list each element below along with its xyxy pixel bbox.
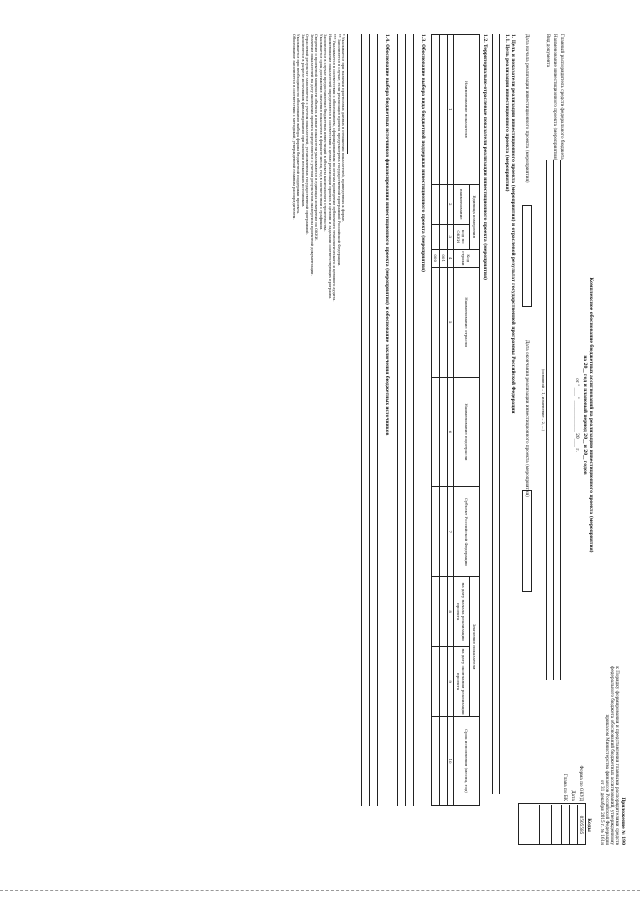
table-cell[interactable] <box>432 487 440 577</box>
table-cell[interactable] <box>432 184 440 224</box>
col-value-start-header: на дату начала реализации проекта <box>454 577 470 647</box>
form-code: 0505585 <box>579 815 584 835</box>
appendix-line: от 31 декабря 2015 г. № 161н <box>600 779 605 845</box>
table-row <box>440 35 448 806</box>
table-cell[interactable] <box>440 267 448 377</box>
section-1-2-title: 1.2. Территориально-отраслевые показатели реализации инвестиционного проекта (мероприятия) <box>483 34 488 281</box>
col-value-end-header: на дату окончания реализации проекта <box>454 647 470 717</box>
sources-field[interactable] <box>361 34 362 806</box>
table-cell[interactable] <box>440 647 448 717</box>
col-indicator-header: Наименование показателя <box>454 35 480 185</box>
footnote-divider <box>347 34 348 154</box>
footnote: ** Заполняется в случае, если реализация проекта предусмотрена государственной программой Российской Федерации. <box>336 34 341 267</box>
sources-field[interactable] <box>377 34 378 806</box>
support-field[interactable] <box>413 34 414 806</box>
table-cell[interactable] <box>432 577 440 647</box>
sources-field[interactable] <box>369 34 370 806</box>
main-manager-field[interactable] <box>560 160 561 680</box>
colnum: 2 <box>448 184 454 224</box>
codes-header: Коды <box>587 818 592 832</box>
colnum: 9 <box>448 647 454 717</box>
form-label: Форма по ОКУД <box>579 765 584 801</box>
appendix-line: приказом Министерства финансов Российской Федерации <box>605 714 610 845</box>
goal-field[interactable] <box>499 34 500 794</box>
appendix-title: Приложение № 190 <box>621 797 626 845</box>
table-cell[interactable] <box>432 647 440 717</box>
section-1-4-title: 1.4. Обоснование выбора бюджетных источников финансирования инвестиционного проекта (мероприятия) и обоснование заключения бюджетных источников <box>385 34 390 436</box>
project-name-label: Наименование инвестиционного проекта (мероприятия) <box>553 34 558 161</box>
footnote: Указывается при необходимости обоснования выбора формы бюджетной поддержки проекта. <box>296 34 301 215</box>
doc-type-label: Вид документа <box>546 34 551 68</box>
table-cell[interactable] <box>432 224 440 249</box>
colnum: 8 <box>448 577 454 647</box>
footnote: Отраслевой результат заполняется с учетом показателей, установленных государственной программой. <box>305 34 310 235</box>
footnotes <box>291 34 345 302</box>
doc-type-field[interactable] <box>546 160 547 680</box>
table-cell[interactable] <box>432 717 440 806</box>
support-field[interactable] <box>405 34 406 806</box>
table-cell[interactable] <box>440 487 448 577</box>
end-date-label: Дата окончания реализации инвестиционного проекта (мероприятия) <box>525 340 530 497</box>
colnum: 5 <box>448 267 454 377</box>
colnum: 7 <box>448 487 454 577</box>
document-date: от " ____ " _______________ 20____ г. <box>575 378 580 452</box>
footnote: Заполняется в разрезе источников финансирования при наличии нескольких источников. <box>300 34 305 208</box>
footnote: Сведения о проектной мощности объекта и иные показатели указываются в единицах измерения по ОКЕИ. <box>314 34 319 241</box>
table-cell[interactable] <box>440 184 448 224</box>
col-deadline-header: Срок исполнения (месяц, год) <box>454 717 480 806</box>
date-label: Дата <box>571 790 576 801</box>
col-rowcode-header: Код строки <box>454 249 480 267</box>
col-unit-code-header: код по ОКЕИ <box>454 224 470 249</box>
footnote: Указывается срок достижения значения показателя в формате месяц, год в соответствии с графиком. <box>318 34 323 231</box>
colnum: 3 <box>448 224 454 249</box>
colnum: 6 <box>448 377 454 487</box>
start-date-label: Дата начала реализации инвестиционного проекта (мероприятия) <box>525 34 530 183</box>
col-subindustry-header: Наименование подотрасли <box>454 377 480 487</box>
col-unit-header: Единица измерения <box>470 184 480 249</box>
table-cell[interactable] <box>440 717 448 806</box>
table-cell[interactable] <box>440 377 448 487</box>
indicators-table <box>431 34 480 806</box>
section-1-title: 1. Цель и показатели реализации инвестиционного проекта (мероприятия) и отраслевой результат государственной программы Российской Федерации <box>511 34 516 414</box>
section-1-3-title: 1.3. Обоснование выбора вида бюджетной поддержки инвестиционного проекта (мероприятия) <box>421 34 426 273</box>
col-industry-header: Наименование отрасли <box>454 267 480 377</box>
colnum: 10 <box>448 717 454 806</box>
document-subtitle: на 20__ год и плановый период 20__ и 20__ годов <box>583 355 588 475</box>
document-title: Комплексное обоснование бюджетных ассигнований на реализацию инвестиционного проекта (мероприятия) <box>589 277 594 553</box>
doc-type-hint: (основной – 1, изменение – 2, ...) <box>541 369 545 431</box>
table-cell[interactable] <box>432 267 440 377</box>
end-date-field[interactable] <box>522 490 532 592</box>
table-cell[interactable] <box>440 35 448 185</box>
footnote: Заполняется в случае предоставления бюджетных инвестиций в объекты капитального строительства. <box>323 34 328 232</box>
footnote: Обоснование заполняется в соответствии с методикой, утвержденной главным распорядителем. <box>291 34 296 220</box>
project-name-field[interactable] <box>553 160 554 680</box>
table-cell[interactable] <box>432 35 440 185</box>
table-cell[interactable] <box>440 224 448 249</box>
colnum: 1 <box>448 35 454 185</box>
colnum: 4 <box>448 249 454 267</box>
col-value-header: Значение показателя <box>470 577 480 717</box>
codes-box <box>518 803 586 845</box>
footnote: * Указывается при наличии прогнозных данных в отношении показателей, приведенных к форме. <box>341 34 345 223</box>
table-row <box>432 35 440 806</box>
scan-edge <box>0 890 640 891</box>
row-code-cell: 001 <box>440 249 448 267</box>
table-cell[interactable] <box>432 377 440 487</box>
support-field[interactable] <box>397 34 398 806</box>
goal-field[interactable] <box>492 34 493 794</box>
appendix-line: к Порядку формирования и представления главными распорядителями средств <box>615 666 620 845</box>
table-cell[interactable] <box>440 577 448 647</box>
appendix-line: федерального бюджета обоснований бюджетных ассигнований, утвержденному <box>610 666 615 845</box>
main-manager-label: Главный распорядитель средств федерального бюджета <box>560 34 565 160</box>
row-code-cell: 000 <box>432 249 440 267</box>
start-date-field[interactable] <box>522 205 532 307</box>
col-subject-header: Субъект Российской Федерации <box>454 487 480 577</box>
footnote: Значения показателей на дату окончания проекта определяются с учетом результатов экспертизы проектной документации. <box>309 34 314 276</box>
col-unit-name-header: наименование <box>454 184 470 224</box>
footnote: *** Указывается в соответствии с обоснованием, сформированным по итогам проведения публичного технологического и ценового аудита. <box>332 34 337 302</box>
chapter-label: Глава по БК <box>563 773 568 801</box>
section-1-1-title: 1.1. Цель реализации инвестиционного проекта (мероприятия) <box>505 34 510 192</box>
footnote: Наименования показателей определяются в соответствии с целью реализации проекта и целями и задачами соответствующих программ. <box>327 34 332 300</box>
